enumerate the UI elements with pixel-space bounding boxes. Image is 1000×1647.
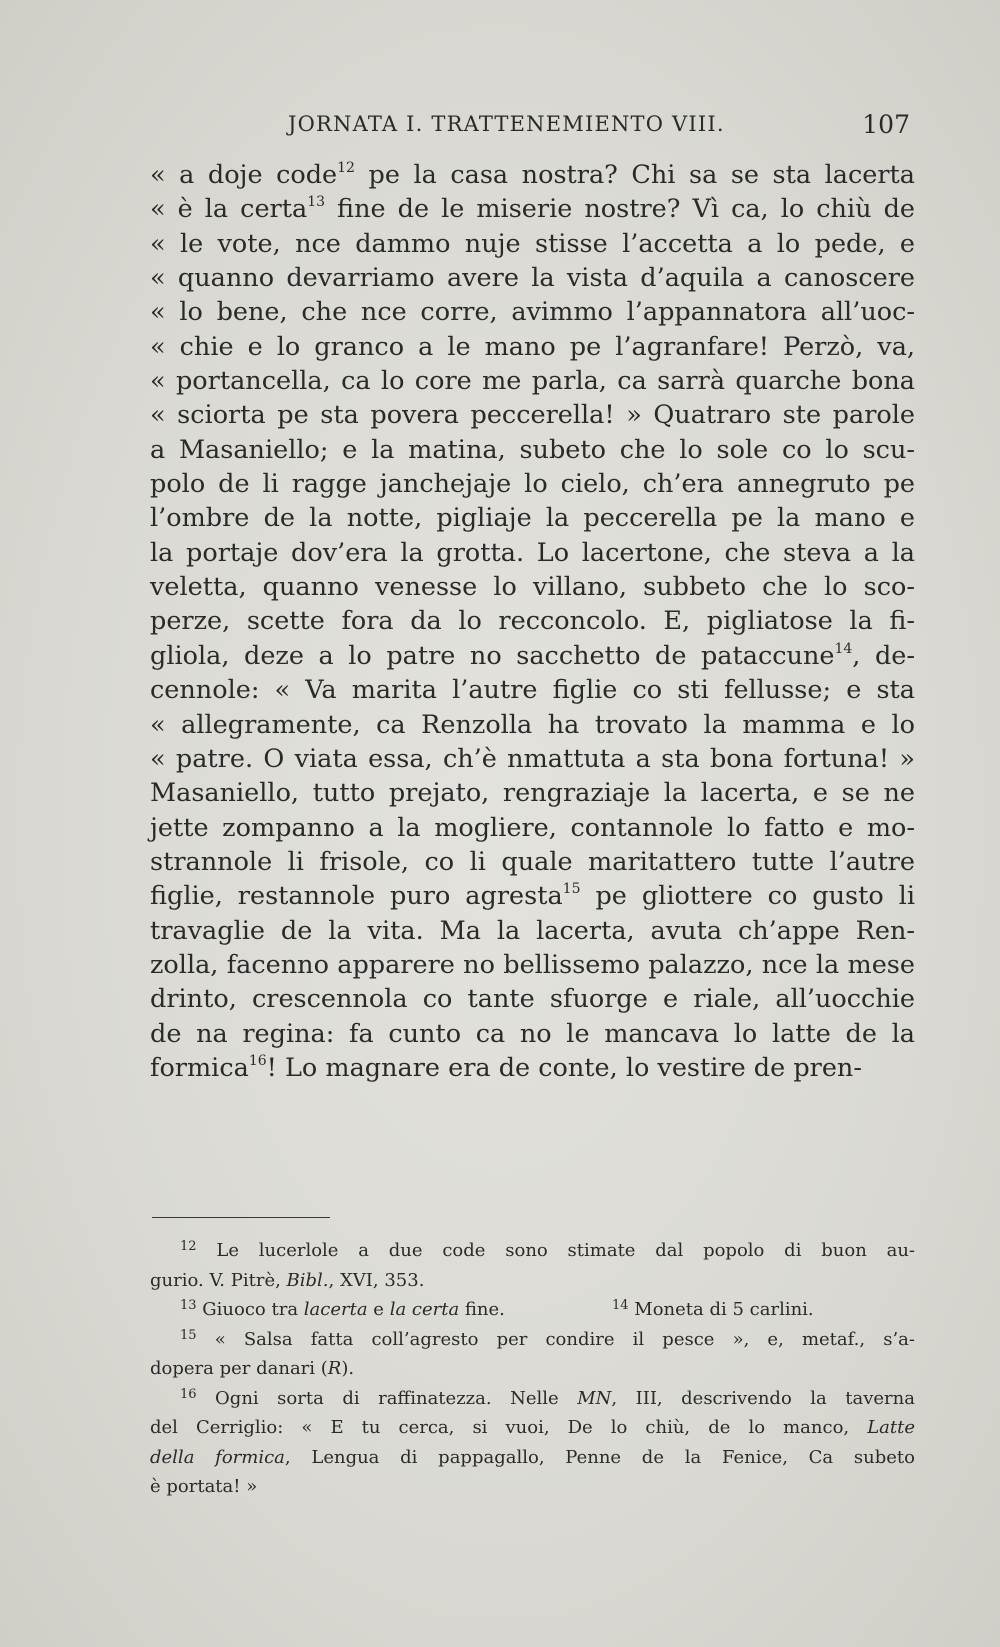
footnote-mark: 16	[180, 1386, 197, 1402]
text-line	[150, 673, 915, 707]
footnote-text: Moneta di 5 carlini.	[634, 1299, 814, 1320]
line-text: gliola, deze a lo patre no sacchetto de pataccune	[150, 640, 835, 671]
footnote-ref: 15	[562, 881, 581, 898]
line-text: la portaje dov’era la grotta. Lo lacertone, che steva a la	[150, 537, 915, 568]
footnote-12-cont	[150, 1266, 915, 1296]
text-line	[150, 811, 915, 845]
text-line	[150, 982, 915, 1016]
footnote-text: , Lengua di pappagallo, Penne de la Fenice, Ca subeto	[284, 1446, 915, 1468]
text-line	[150, 1051, 915, 1085]
footnote-12	[150, 1236, 915, 1266]
line-text: « è la certa	[150, 194, 308, 225]
footnote-mark: 12	[180, 1239, 197, 1254]
text-line	[150, 708, 915, 742]
footnote-text: « Salsa fatta coll’agresto per condire il pesce », e, metaf., s’a-	[214, 1328, 915, 1350]
text-line	[150, 330, 915, 364]
footnote-text: gurio. V. Pitrè,	[150, 1269, 287, 1291]
line-text: strannole li frisole, co li quale maritattero tutte l’autre	[150, 846, 915, 877]
footnote-text: Ogni sorta di raffinatezza. Nelle	[215, 1387, 578, 1409]
text-line	[150, 467, 915, 501]
footnote-separator	[152, 1217, 330, 1218]
text-line	[150, 536, 915, 570]
footnote-italic: Latte	[867, 1417, 915, 1438]
footnote-16-cont	[150, 1443, 915, 1473]
line-text: l’ombre de la notte, pigliaje la peccerella pe la mano e	[150, 503, 915, 534]
line-text: « sciorta pe sta povera peccerella! » Quatraro ste parole	[150, 400, 915, 431]
footnote-italic: MN	[577, 1387, 612, 1409]
text-line	[150, 295, 915, 329]
text-line	[150, 742, 915, 776]
footnote-text: del Cerriglio: « E tu cerca, si vuoi, De lo chiù, de lo manco,	[150, 1417, 868, 1438]
line-text: polo de li ragge janchejaje lo cielo, ch’era annegruto pe	[150, 469, 915, 500]
line-text: « portancella, ca lo core me parla, ca sarrà quarche bona	[150, 366, 915, 397]
text-line	[150, 158, 915, 192]
page-number: 107	[862, 110, 910, 139]
line-text: perze, scette fora da lo recconcolo. E, pigliatose la fi-	[150, 606, 915, 637]
line-text: « patre. O viata essa, ch’è nmattuta a sta bona fortuna! »	[150, 743, 915, 774]
text-line	[150, 1017, 915, 1051]
footnote-text: Giuoco tra	[202, 1299, 304, 1320]
line-text: travaglie de la vita. Ma la lacerta, avuta ch’appe Ren-	[150, 915, 915, 946]
footnote-italic: della formica	[150, 1446, 285, 1468]
line-text: veletta, quanno venesse lo villano, subbeto che lo sco-	[150, 572, 915, 603]
line-text: « a doje code	[150, 160, 338, 190]
footnote-13-14	[150, 1295, 915, 1325]
text-line	[150, 364, 915, 398]
footnote-text: , XVI, 353.	[328, 1269, 425, 1291]
text-line	[150, 948, 915, 982]
footnote-text: Le lucerlole a due code sono stimate dal popolo di buon au-	[216, 1240, 916, 1261]
line-text: cennole: « Va marita l’autre figlie co sti fellusse; e sta	[150, 675, 915, 706]
text-line	[150, 398, 915, 432]
footnote-16-cont	[150, 1472, 915, 1502]
footnote-italic: lacerta	[303, 1299, 368, 1320]
text-line	[150, 501, 915, 535]
text-line	[150, 639, 915, 673]
footnote-mark: 15	[180, 1327, 197, 1343]
footnote-text: , III, descrivendo la taverna	[611, 1387, 915, 1409]
footnote-mark: 14	[612, 1298, 629, 1313]
line-text: jette zompanno a la mogliere, contannole lo fatto e mo-	[150, 812, 915, 843]
text-line	[150, 433, 915, 467]
footnote-ref: 13	[307, 194, 326, 211]
footnotes	[150, 1236, 915, 1502]
line-text: « quanno devarriamo avere la vista d’aquila a canoscere	[150, 263, 915, 294]
footnote-16	[150, 1384, 915, 1414]
footnote-15	[150, 1325, 915, 1355]
footnote-ref: 12	[337, 160, 355, 176]
footnote-15-cont	[150, 1354, 915, 1384]
line-text: pe la casa nostra? Chi sa se sta lacerta	[354, 160, 915, 190]
line-text: figlie, restannole puro agresta	[150, 881, 563, 912]
line-text: drinto, crescennola co tante sfuorge e riale, all’uocchie	[150, 984, 915, 1015]
line-text: de na regina: fa cunto ca no le mancava lo latte de la	[150, 1018, 915, 1049]
line-text: zolla, facenno apparere no bellissemo palazzo, nce la mese	[150, 949, 915, 980]
main-text	[150, 158, 915, 1085]
text-line	[150, 261, 915, 295]
line-text: formica	[150, 1052, 249, 1083]
text-line	[150, 192, 915, 226]
line-text: « lo bene, che nce corre, avimmo l’appannatora all’uoc-	[150, 297, 915, 328]
line-text: « allegramente, ca Renzolla ha trovato la mamma e lo	[150, 709, 915, 740]
text-line	[150, 776, 915, 810]
text-line	[150, 914, 915, 948]
footnote-text: fine.	[459, 1299, 505, 1320]
footnote-ref: 16	[248, 1052, 267, 1069]
line-text: fine de le miserie nostre? Vì ca, lo chiù de	[325, 194, 915, 225]
footnote-italic: Bibl.	[286, 1269, 329, 1291]
line-text: « le vote, nce dammo nuje stisse l’accetta a lo pede, e	[150, 228, 915, 259]
text-line	[150, 227, 915, 261]
footnote-text: e	[367, 1299, 390, 1320]
line-text: « chie e lo granco a le mano pe l’agranfare! Perzò, va,	[150, 331, 915, 362]
footnote-italic: la certa	[389, 1299, 460, 1320]
footnote-italic: R	[327, 1358, 342, 1379]
line-text: Masaniello, tutto prejato, rengraziaje la lacerta, e se ne	[150, 778, 915, 809]
running-title: JORNATA I. TRATTENEMIENTO VIII.	[288, 112, 725, 136]
footnote-mark: 13	[180, 1298, 197, 1313]
text-line	[150, 604, 915, 638]
footnote-text: dopera per danari (	[150, 1358, 328, 1379]
running-head	[150, 112, 910, 148]
text-line	[150, 845, 915, 879]
line-text: pe gliottere co gusto li	[580, 881, 915, 912]
line-text: a Masaniello; e la matina, subeto che lo sole co lo scu-	[150, 434, 915, 465]
footnote-13	[180, 1295, 612, 1325]
footnote-text: ).	[341, 1358, 355, 1379]
footnote-text: è portata! »	[150, 1476, 258, 1497]
line-text: , de-	[852, 640, 915, 671]
line-text: ! Lo magnare era de conte, lo vestire de pren-	[266, 1052, 862, 1083]
footnote-14	[612, 1299, 814, 1320]
text-line	[150, 879, 915, 913]
footnote-16-cont	[150, 1413, 915, 1443]
footnote-ref: 14	[834, 640, 853, 657]
text-line	[150, 570, 915, 604]
